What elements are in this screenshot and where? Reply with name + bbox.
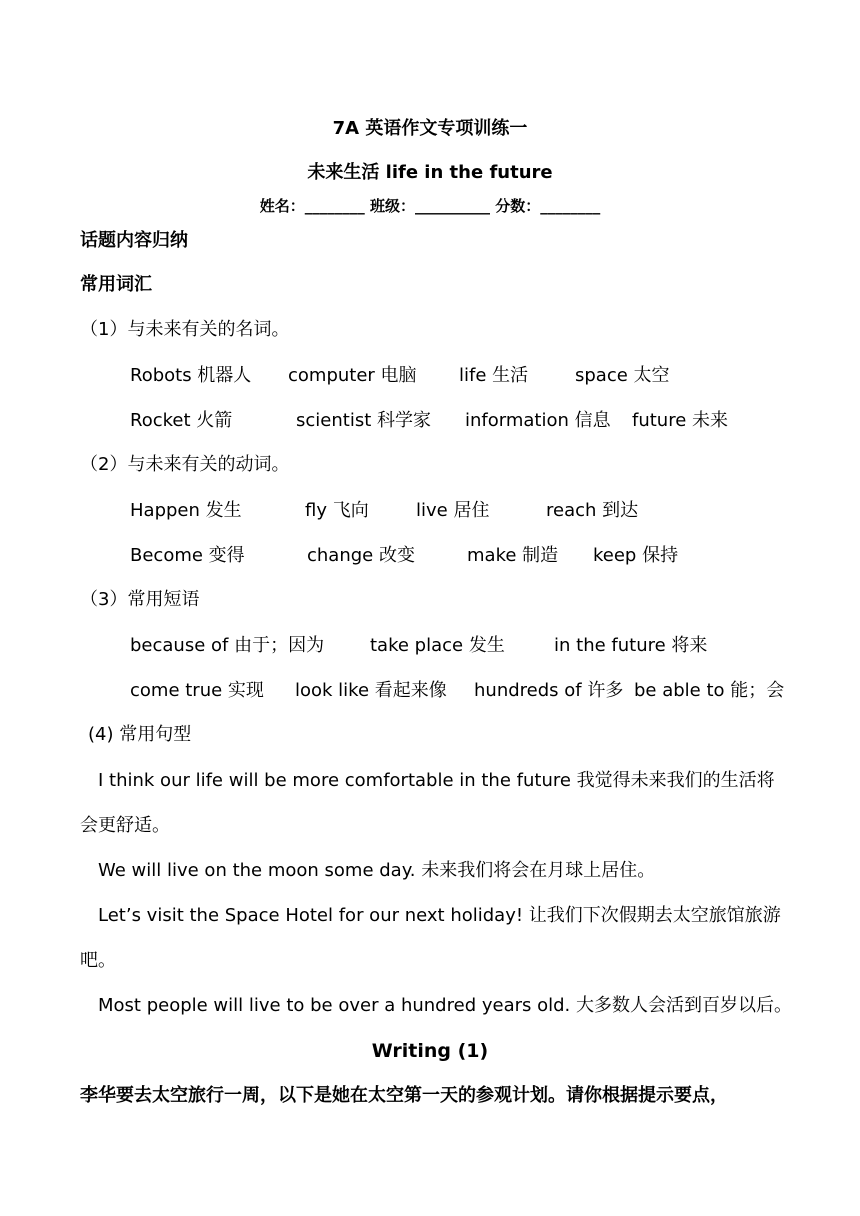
sentences-heading: (4) 常用句型 [88,724,192,745]
vocab-item: life 生活 [459,365,529,386]
section-topic-summary: 话题内容归纳 [80,230,188,251]
vocab-item: in the future 将来 [554,635,708,656]
vocab-item: because of 由于；因为 [130,635,325,656]
vocab-item: computer 电脑 [288,365,417,386]
document-subtitle: 未来生活 life in the future [307,162,553,183]
vocab-item: make 制造 [467,545,559,566]
vocab-item: Rocket 火箭 [130,410,233,431]
verbs-heading: （2）与未来有关的动词。 [80,454,290,475]
vocab-item: information 信息 [465,410,611,431]
vocab-item: live 居住 [416,500,490,521]
sentence-1-cont: 会更舒适。 [80,815,170,836]
vocab-item: Robots 机器人 [130,365,252,386]
document-title: 7A 英语作文专项训练一 [332,118,528,139]
section-common-vocab: 常用词汇 [80,274,152,295]
vocab-item: Become 变得 [130,545,245,566]
sentence-3: Let’s visit the Space Hotel for our next holiday! 让我们下次假期去太空旅馆旅游 [98,905,781,926]
vocab-item: take place 发生 [370,635,505,656]
sentence-3-cont: 吧。 [80,950,116,971]
vocab-item: be able to 能；会 [634,680,785,701]
sentence-2: We will live on the moon some day. 未来我们将会在月球上居住。 [98,860,656,881]
vocab-item: keep 保持 [593,545,679,566]
student-info-line: 姓名：________ 班级：__________ 分数：________ [259,197,601,215]
vocab-item: space 太空 [575,365,670,386]
vocab-item: hundreds of 许多 [474,680,624,701]
writing-title: Writing (1) [371,1040,489,1062]
vocab-item: change 改变 [307,545,415,566]
vocab-item: scientist 科学家 [296,410,431,431]
vocab-item: come true 实现 [130,680,264,701]
phrases-heading: （3）常用短语 [80,589,200,610]
sentence-1: I think our life will be more comfortable in the future 我觉得未来我们的生活将 [98,770,775,791]
nouns-heading: （1）与未来有关的名词。 [80,319,290,340]
vocab-item: future 未来 [632,410,729,431]
writing-prompt: 李华要去太空旅行一周，以下是她在太空第一天的参观计划。请你根据提示要点， [80,1085,728,1106]
vocab-item: Happen 发生 [130,500,242,521]
vocab-item: reach 到达 [546,500,639,521]
vocab-item: fly 飞向 [305,500,369,521]
sentence-4: Most people will live to be over a hundred years old. 大多数人会活到百岁以后。 [98,995,792,1016]
vocab-item: look like 看起来像 [295,680,447,701]
